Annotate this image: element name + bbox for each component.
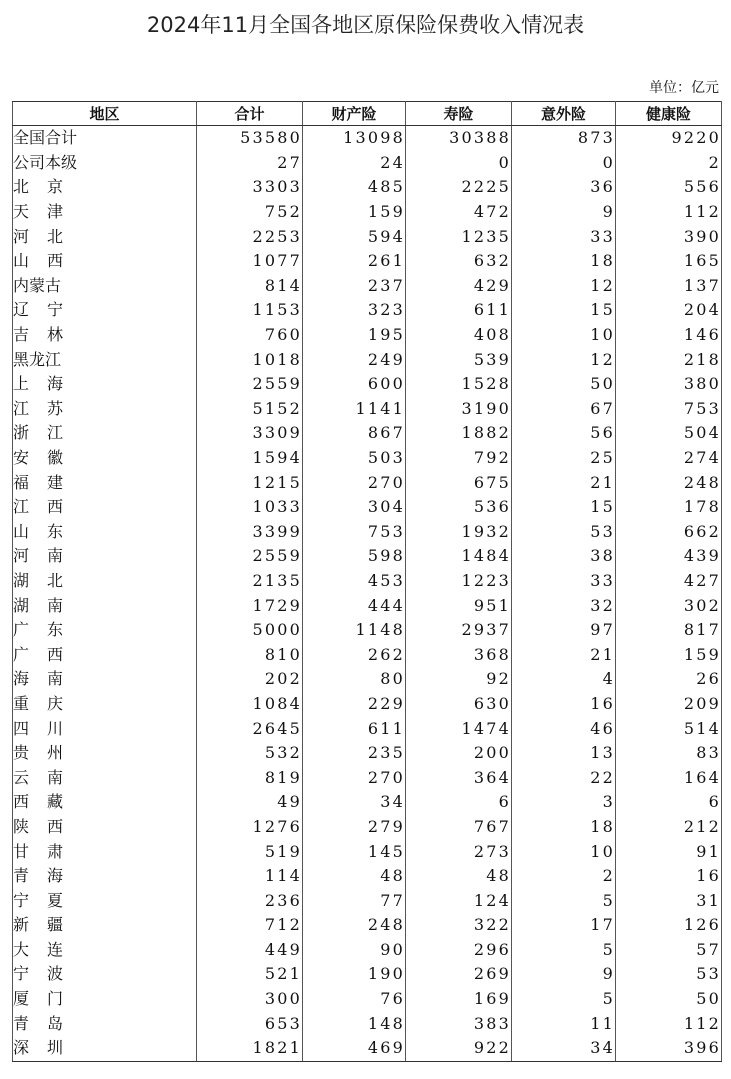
health-cell: 274 <box>616 446 722 471</box>
table-row <box>13 741 722 766</box>
accident-cell: 9 <box>512 200 616 225</box>
total-cell: 1077 <box>197 249 303 274</box>
health-cell: 209 <box>616 692 722 717</box>
property-cell: 249 <box>303 347 406 372</box>
health-cell: 50 <box>616 987 722 1012</box>
health-cell: 9220 <box>616 126 722 151</box>
life-cell: 539 <box>406 347 512 372</box>
column-header-region: 地区 <box>13 102 197 126</box>
total-cell: 300 <box>197 987 303 1012</box>
property-cell: 195 <box>303 323 406 348</box>
table-row <box>13 1011 722 1036</box>
total-cell: 5152 <box>197 397 303 422</box>
column-header-life: 寿险 <box>406 102 512 126</box>
life-cell: 6 <box>406 790 512 815</box>
life-cell: 429 <box>406 274 512 299</box>
property-cell: 503 <box>303 446 406 471</box>
total-cell: 1215 <box>197 470 303 495</box>
total-cell: 2559 <box>197 544 303 569</box>
accident-cell: 12 <box>512 274 616 299</box>
property-cell: 598 <box>303 544 406 569</box>
table-row <box>13 200 722 225</box>
total-cell: 810 <box>197 642 303 667</box>
table-body <box>13 126 722 1062</box>
health-cell: 159 <box>616 642 722 667</box>
property-cell: 270 <box>303 470 406 495</box>
region-cell: 厦门 <box>13 987 197 1012</box>
property-cell: 24 <box>303 151 406 176</box>
total-cell: 27 <box>197 151 303 176</box>
health-cell: 662 <box>616 520 722 545</box>
accident-cell: 873 <box>512 126 616 151</box>
table-row <box>13 642 722 667</box>
life-cell: 368 <box>406 642 512 667</box>
table-row <box>13 593 722 618</box>
table-row <box>13 888 722 913</box>
total-cell: 49 <box>197 790 303 815</box>
property-cell: 262 <box>303 642 406 667</box>
page-title: 2024年11月全国各地区原保险保费收入情况表 <box>146 13 585 37</box>
table-row <box>13 667 722 692</box>
total-cell: 653 <box>197 1011 303 1036</box>
property-cell: 80 <box>303 667 406 692</box>
accident-cell: 36 <box>512 175 616 200</box>
table-row <box>13 298 722 323</box>
total-cell: 3303 <box>197 175 303 200</box>
accident-cell: 56 <box>512 421 616 446</box>
accident-cell: 17 <box>512 913 616 938</box>
property-cell: 753 <box>303 520 406 545</box>
total-cell: 752 <box>197 200 303 225</box>
life-cell: 1882 <box>406 421 512 446</box>
accident-cell: 33 <box>512 224 616 249</box>
property-cell: 159 <box>303 200 406 225</box>
region-cell: 青岛 <box>13 1011 197 1036</box>
region-cell: 内蒙古 <box>13 274 197 299</box>
life-cell: 1474 <box>406 716 512 741</box>
health-cell: 204 <box>616 298 722 323</box>
total-cell: 760 <box>197 323 303 348</box>
property-cell: 485 <box>303 175 406 200</box>
accident-cell: 5 <box>512 987 616 1012</box>
region-cell: 湖北 <box>13 569 197 594</box>
property-cell: 444 <box>303 593 406 618</box>
property-cell: 34 <box>303 790 406 815</box>
total-cell: 449 <box>197 938 303 963</box>
total-cell: 532 <box>197 741 303 766</box>
total-cell: 1729 <box>197 593 303 618</box>
table-row <box>13 446 722 471</box>
life-cell: 30388 <box>406 126 512 151</box>
table-row <box>13 544 722 569</box>
table-row <box>13 618 722 643</box>
property-cell: 594 <box>303 224 406 249</box>
property-cell: 600 <box>303 372 406 397</box>
property-cell: 90 <box>303 938 406 963</box>
table-row <box>13 175 722 200</box>
health-cell: 817 <box>616 618 722 643</box>
health-cell: 218 <box>616 347 722 372</box>
accident-cell: 16 <box>512 692 616 717</box>
total-cell: 712 <box>197 913 303 938</box>
region-cell: 海南 <box>13 667 197 692</box>
health-cell: 164 <box>616 765 722 790</box>
total-cell: 202 <box>197 667 303 692</box>
accident-cell: 9 <box>512 962 616 987</box>
unit-label: 单位：亿元 <box>649 80 719 96</box>
table-row <box>13 224 722 249</box>
life-cell: 922 <box>406 1036 512 1061</box>
table-row <box>13 716 722 741</box>
life-cell: 0 <box>406 151 512 176</box>
property-cell: 1141 <box>303 397 406 422</box>
accident-cell: 46 <box>512 716 616 741</box>
total-cell: 1276 <box>197 815 303 840</box>
table-row <box>13 470 722 495</box>
region-cell: 广东 <box>13 618 197 643</box>
health-cell: 146 <box>616 323 722 348</box>
accident-cell: 21 <box>512 642 616 667</box>
health-cell: 6 <box>616 790 722 815</box>
column-header-property: 财产险 <box>303 102 406 126</box>
health-cell: 137 <box>616 274 722 299</box>
region-cell: 甘肃 <box>13 839 197 864</box>
premium-income-table <box>12 101 722 1062</box>
accident-cell: 33 <box>512 569 616 594</box>
accident-cell: 0 <box>512 151 616 176</box>
property-cell: 304 <box>303 495 406 520</box>
health-cell: 53 <box>616 962 722 987</box>
health-cell: 556 <box>616 175 722 200</box>
accident-cell: 4 <box>512 667 616 692</box>
accident-cell: 5 <box>512 938 616 963</box>
region-cell: 宁夏 <box>13 888 197 913</box>
table-row <box>13 938 722 963</box>
region-cell: 山西 <box>13 249 197 274</box>
health-cell: 91 <box>616 839 722 864</box>
accident-cell: 12 <box>512 347 616 372</box>
life-cell: 169 <box>406 987 512 1012</box>
region-cell: 福建 <box>13 470 197 495</box>
life-cell: 1484 <box>406 544 512 569</box>
region-cell: 陕西 <box>13 815 197 840</box>
life-cell: 364 <box>406 765 512 790</box>
accident-cell: 3 <box>512 790 616 815</box>
life-cell: 273 <box>406 839 512 864</box>
table-row <box>13 790 722 815</box>
total-cell: 1153 <box>197 298 303 323</box>
region-cell: 吉林 <box>13 323 197 348</box>
health-cell: 83 <box>616 741 722 766</box>
property-cell: 77 <box>303 888 406 913</box>
table-row <box>13 323 722 348</box>
property-cell: 261 <box>303 249 406 274</box>
total-cell: 1084 <box>197 692 303 717</box>
health-cell: 504 <box>616 421 722 446</box>
table-row <box>13 962 722 987</box>
life-cell: 767 <box>406 815 512 840</box>
table-row <box>13 421 722 446</box>
life-cell: 1528 <box>406 372 512 397</box>
total-cell: 2559 <box>197 372 303 397</box>
region-cell: 上海 <box>13 372 197 397</box>
property-cell: 76 <box>303 987 406 1012</box>
total-cell: 114 <box>197 864 303 889</box>
table-row <box>13 397 722 422</box>
region-cell: 北京 <box>13 175 197 200</box>
region-cell: 贵州 <box>13 741 197 766</box>
table-row <box>13 864 722 889</box>
health-cell: 31 <box>616 888 722 913</box>
accident-cell: 97 <box>512 618 616 643</box>
life-cell: 296 <box>406 938 512 963</box>
health-cell: 248 <box>616 470 722 495</box>
region-cell: 辽宁 <box>13 298 197 323</box>
life-cell: 48 <box>406 864 512 889</box>
region-cell: 广西 <box>13 642 197 667</box>
life-cell: 472 <box>406 200 512 225</box>
health-cell: 427 <box>616 569 722 594</box>
accident-cell: 67 <box>512 397 616 422</box>
region-cell: 西藏 <box>13 790 197 815</box>
total-cell: 3309 <box>197 421 303 446</box>
accident-cell: 15 <box>512 495 616 520</box>
table-row <box>13 815 722 840</box>
region-cell: 四川 <box>13 716 197 741</box>
life-cell: 1235 <box>406 224 512 249</box>
property-cell: 453 <box>303 569 406 594</box>
region-cell: 青海 <box>13 864 197 889</box>
life-cell: 3190 <box>406 397 512 422</box>
region-cell: 公司本级 <box>13 151 197 176</box>
property-cell: 867 <box>303 421 406 446</box>
column-header-total: 合计 <box>197 102 303 126</box>
accident-cell: 21 <box>512 470 616 495</box>
life-cell: 2937 <box>406 618 512 643</box>
accident-cell: 38 <box>512 544 616 569</box>
life-cell: 611 <box>406 298 512 323</box>
property-cell: 323 <box>303 298 406 323</box>
region-cell: 河北 <box>13 224 197 249</box>
table-row <box>13 692 722 717</box>
accident-cell: 10 <box>512 839 616 864</box>
region-cell: 天津 <box>13 200 197 225</box>
accident-cell: 10 <box>512 323 616 348</box>
health-cell: 380 <box>616 372 722 397</box>
region-cell: 黑龙江 <box>13 347 197 372</box>
property-cell: 611 <box>303 716 406 741</box>
accident-cell: 18 <box>512 249 616 274</box>
health-cell: 302 <box>616 593 722 618</box>
life-cell: 630 <box>406 692 512 717</box>
table-row <box>13 839 722 864</box>
region-cell: 深圳 <box>13 1036 197 1061</box>
property-cell: 248 <box>303 913 406 938</box>
region-cell: 浙江 <box>13 421 197 446</box>
health-cell: 112 <box>616 200 722 225</box>
health-cell: 126 <box>616 913 722 938</box>
property-cell: 469 <box>303 1036 406 1061</box>
table-row <box>13 495 722 520</box>
health-cell: 439 <box>616 544 722 569</box>
property-cell: 145 <box>303 839 406 864</box>
life-cell: 383 <box>406 1011 512 1036</box>
total-cell: 1821 <box>197 1036 303 1061</box>
table-row <box>13 987 722 1012</box>
total-cell: 519 <box>197 839 303 864</box>
region-cell: 安徽 <box>13 446 197 471</box>
total-cell: 1594 <box>197 446 303 471</box>
region-cell: 重庆 <box>13 692 197 717</box>
region-cell: 山东 <box>13 520 197 545</box>
table-row <box>13 520 722 545</box>
column-header-accident: 意外险 <box>512 102 616 126</box>
health-cell: 753 <box>616 397 722 422</box>
region-cell: 宁波 <box>13 962 197 987</box>
total-cell: 1018 <box>197 347 303 372</box>
property-cell: 235 <box>303 741 406 766</box>
total-cell: 814 <box>197 274 303 299</box>
total-cell: 819 <box>197 765 303 790</box>
property-cell: 229 <box>303 692 406 717</box>
health-cell: 514 <box>616 716 722 741</box>
health-cell: 112 <box>616 1011 722 1036</box>
life-cell: 951 <box>406 593 512 618</box>
property-cell: 148 <box>303 1011 406 1036</box>
total-cell: 3399 <box>197 520 303 545</box>
life-cell: 675 <box>406 470 512 495</box>
life-cell: 536 <box>406 495 512 520</box>
accident-cell: 25 <box>512 446 616 471</box>
life-cell: 792 <box>406 446 512 471</box>
life-cell: 322 <box>406 913 512 938</box>
table-row <box>13 151 722 176</box>
health-cell: 165 <box>616 249 722 274</box>
life-cell: 92 <box>406 667 512 692</box>
life-cell: 269 <box>406 962 512 987</box>
property-cell: 48 <box>303 864 406 889</box>
accident-cell: 13 <box>512 741 616 766</box>
accident-cell: 50 <box>512 372 616 397</box>
total-cell: 5000 <box>197 618 303 643</box>
life-cell: 2225 <box>406 175 512 200</box>
accident-cell: 34 <box>512 1036 616 1061</box>
table-row <box>13 372 722 397</box>
health-cell: 16 <box>616 864 722 889</box>
life-cell: 1223 <box>406 569 512 594</box>
table-row <box>13 1036 722 1061</box>
accident-cell: 2 <box>512 864 616 889</box>
property-cell: 13098 <box>303 126 406 151</box>
region-cell: 江西 <box>13 495 197 520</box>
table-row <box>13 765 722 790</box>
total-cell: 2253 <box>197 224 303 249</box>
property-cell: 270 <box>303 765 406 790</box>
total-cell: 2135 <box>197 569 303 594</box>
life-cell: 200 <box>406 741 512 766</box>
life-cell: 124 <box>406 888 512 913</box>
property-cell: 1148 <box>303 618 406 643</box>
table-row <box>13 126 722 151</box>
premium-table-container <box>12 101 721 1062</box>
life-cell: 408 <box>406 323 512 348</box>
accident-cell: 32 <box>512 593 616 618</box>
health-cell: 396 <box>616 1036 722 1061</box>
table-row <box>13 249 722 274</box>
health-cell: 178 <box>616 495 722 520</box>
table-row <box>13 569 722 594</box>
property-cell: 279 <box>303 815 406 840</box>
table-row <box>13 913 722 938</box>
region-cell: 大连 <box>13 938 197 963</box>
column-header-health: 健康险 <box>616 102 722 126</box>
table-row <box>13 274 722 299</box>
region-cell: 河南 <box>13 544 197 569</box>
total-cell: 521 <box>197 962 303 987</box>
total-cell: 236 <box>197 888 303 913</box>
region-cell: 湖南 <box>13 593 197 618</box>
accident-cell: 15 <box>512 298 616 323</box>
health-cell: 57 <box>616 938 722 963</box>
life-cell: 1932 <box>406 520 512 545</box>
region-cell: 云南 <box>13 765 197 790</box>
region-cell: 全国合计 <box>13 126 197 151</box>
accident-cell: 5 <box>512 888 616 913</box>
property-cell: 190 <box>303 962 406 987</box>
accident-cell: 53 <box>512 520 616 545</box>
accident-cell: 11 <box>512 1011 616 1036</box>
health-cell: 390 <box>616 224 722 249</box>
property-cell: 237 <box>303 274 406 299</box>
health-cell: 26 <box>616 667 722 692</box>
health-cell: 2 <box>616 151 722 176</box>
total-cell: 2645 <box>197 716 303 741</box>
total-cell: 53580 <box>197 126 303 151</box>
accident-cell: 22 <box>512 765 616 790</box>
table-header-row <box>13 102 722 126</box>
total-cell: 1033 <box>197 495 303 520</box>
health-cell: 212 <box>616 815 722 840</box>
region-cell: 新疆 <box>13 913 197 938</box>
region-cell: 江苏 <box>13 397 197 422</box>
life-cell: 632 <box>406 249 512 274</box>
accident-cell: 18 <box>512 815 616 840</box>
table-row <box>13 347 722 372</box>
